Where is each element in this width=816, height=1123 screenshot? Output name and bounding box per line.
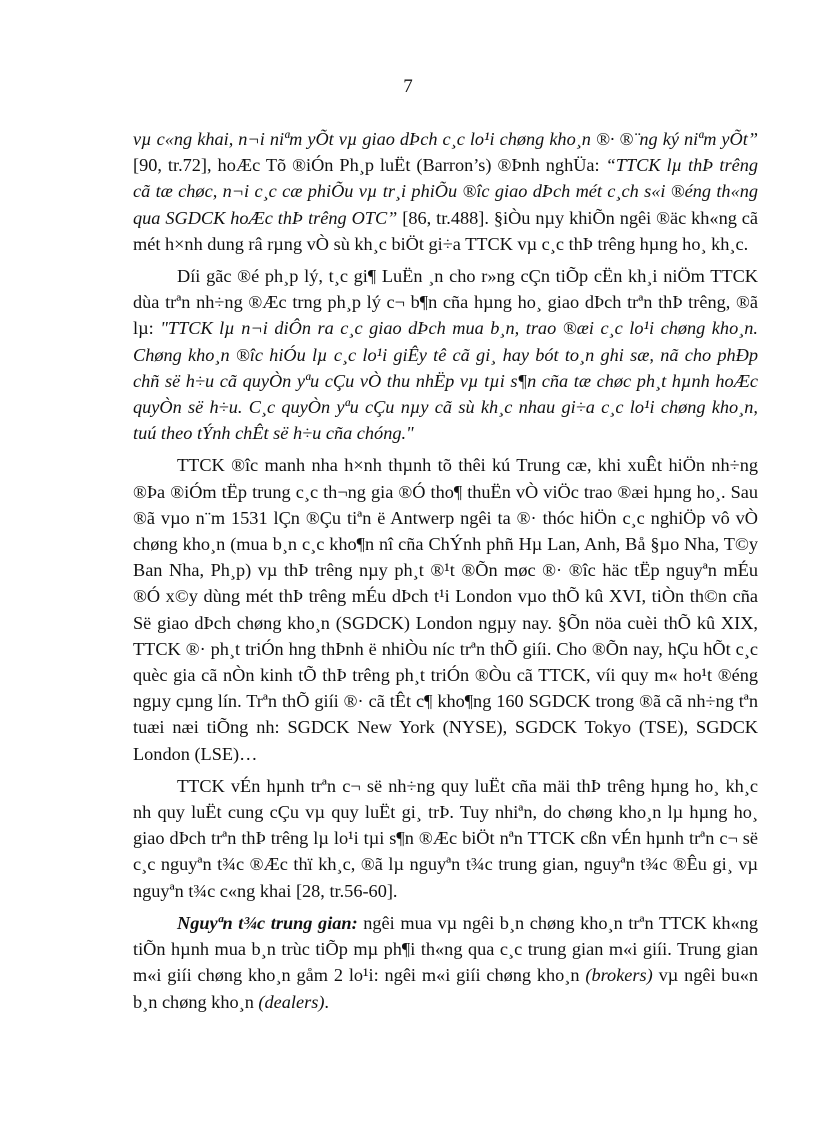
text-segment: Nguyªn t¾c trung gian: bbox=[177, 912, 358, 933]
paragraph-1 bbox=[133, 126, 758, 257]
document-body bbox=[133, 126, 758, 1021]
paragraph-4 bbox=[133, 773, 758, 904]
text-segment: "TTCK lµ n¬i diÔn ra c¸c giao dÞch mua b¸n, trao ®æi c¸c lo¹i chøng kho¸n. Chøng kho¸n ®îc hiÓu lµ c¸c lo¹i giÊy tê cã gi¸ hay bót to¸n ghi sæ, nã cho phÐp chñ së h÷u cã quyÒn yªu cÇu vÒ thu nhËp vµ tµi s¶n cña tæ chøc ph¸t hµnh hoÆc quyÒn së h÷u. C¸c quyÒn yªu cÇu nµy cã sù kh¸c nhau gi÷a c¸c lo¹i chøng kho¸n, tuú theo tÝnh chÊt së h÷u cña chóng." bbox=[133, 318, 759, 444]
text-segment: vµ c«ng khai, n¬i niªm yÕt vµ giao dÞch c¸c lo¹i chøng kho¸n ®· ®¨ng ký niªm yÕt” bbox=[133, 129, 758, 149]
text-segment: [90, tr.72], hoÆc Tõ ®iÓn Ph¸p luËt (Barron’s) ®Þnh nghÜa: bbox=[133, 155, 606, 176]
text-segment: TTCK ®îc manh nha h×nh thµnh tõ thêi kú Trung cæ, khi xuÊt hiÖn nh÷ng ®Þa ®iÓm tËp trung c¸c th¬ng gia ®Ó tho¶ thuËn vÒ viÖc trao ®æi hµng ho¸. Sau ®ã vµo n¨m 1531 lÇn ®Çu tiªn ë Antwerp ngêi ta ®· thóc hiÖn c¸c nghiÖp vô vÒ chøng kho¸n (mua b¸n c¸c kho¶n nî cña ChÝnh phñ Hµ Lan, Anh, Bå §µo Nha, T©y Ban Nha, Ph¸p) vµ thÞ trêng nµy ph¸t ®¹t ®Õn møc ®· ®îc häc tËp nguyªn mÉu ®Ó x©y dùng mét thÞ trêng mÉu dÞch t¹i London vµo thÕ kû XVI, tiÒn th©n cña Së giao dÞch chøng kho¸n (SGDCK) London ngµy nay. §Õn nöa cuèi thÕ kû XIX, TTCK ®· ph¸t triÓn hng thÞnh ë nhiÒu níc trªn thÕ giíi. Cho ®Õn nay, hÇu hÕt c¸c quèc gia cã nÒn kinh tÕ thÞ trêng ph¸t triÓn ®Òu cã TTCK, víi quy m« ho¹t ®éng ngµy cµng lín. Trªn thÕ giíi ®· cã tÊt c¶ kho¶ng 160 SGDCK trong ®ã cã nh÷ng tªn tuæi næi tiÕng nh: SGDCK New York (NYSE), SGDCK Tokyo (TSE), SGDCK London (LSE)… bbox=[133, 455, 758, 764]
text-segment: . bbox=[324, 991, 329, 1012]
text-segment: Díi gãc ®é ph¸p lý, t¸c gi¶ LuËn ¸n cho r»ng cÇn tiÕp cËn kh¸i niÖm TTCK dùa trªn nh÷ng ®Æc trng ph¸p lý c¬ b¶n cña hµng ho¸ giao dÞch trªn thÞ trêng, ®ã lµ: bbox=[133, 266, 758, 339]
page-number: 7 bbox=[403, 76, 413, 97]
paragraph-5 bbox=[133, 910, 758, 1015]
text-segment: ngêi mua vµ ngêi b¸n chøng kho¸n trªn TTCK kh«ng tiÕn hµnh mua b¸n trùc tiÕp mµ ph¶i th«ng qua c¸c trung gian m«i giíi. Trung gian m«i giíi chøng kho¸n gåm 2 lo¹i: ngêi m«i giíi chøng kho¸n bbox=[133, 912, 758, 986]
text-segment: [86, tr.488]. §iÒu nµy khiÕn ngêi ®äc kh«ng cã mét h×nh dung râ rµng vÒ sù kh¸c biÖt gi÷a TTCK vµ c¸c thÞ trêng hµng ho¸ kh¸c. bbox=[133, 207, 759, 254]
paragraph-3 bbox=[133, 452, 758, 766]
paragraph-2 bbox=[133, 263, 758, 446]
text-segment: TTCK vÉn hµnh trªn c¬ së nh÷ng quy luËt cña mäi thÞ trêng hµng ho¸ kh¸c nh quy luËt cung cÇu vµ quy luËt gi¸ trÞ. Tuy nhiªn, do chøng kho¸n lµ hµng ho¸ giao dÞch trªn thÞ trêng lµ lo¹i tµi s¶n ®Æc biÖt nªn TTCK cßn vÉn hµnh trªn c¬ së c¸c nguyªn t¾c ®Æc thï kh¸c, ®ã lµ nguyªn t¾c trung gian, nguyªn t¾c ®Êu gi¸ vµ nguyªn t¾c c«ng khai [28, tr.56-60]. bbox=[133, 775, 758, 901]
text-segment: (dealers) bbox=[258, 991, 325, 1012]
text-segment: (brokers) bbox=[585, 965, 653, 986]
text-segment: “TTCK lµ thÞ trêng cã tæ chøc, n¬i c¸c cæ phiÕu vµ tr¸i phiÕu ®îc giao dÞch mét c¸ch s«i ®éng th«ng qua SGDCK hoÆc thÞ trêng OTC” bbox=[133, 155, 758, 228]
text-segment: vµ ngêi bu«n b¸n chøng kho¸n bbox=[133, 965, 758, 1012]
